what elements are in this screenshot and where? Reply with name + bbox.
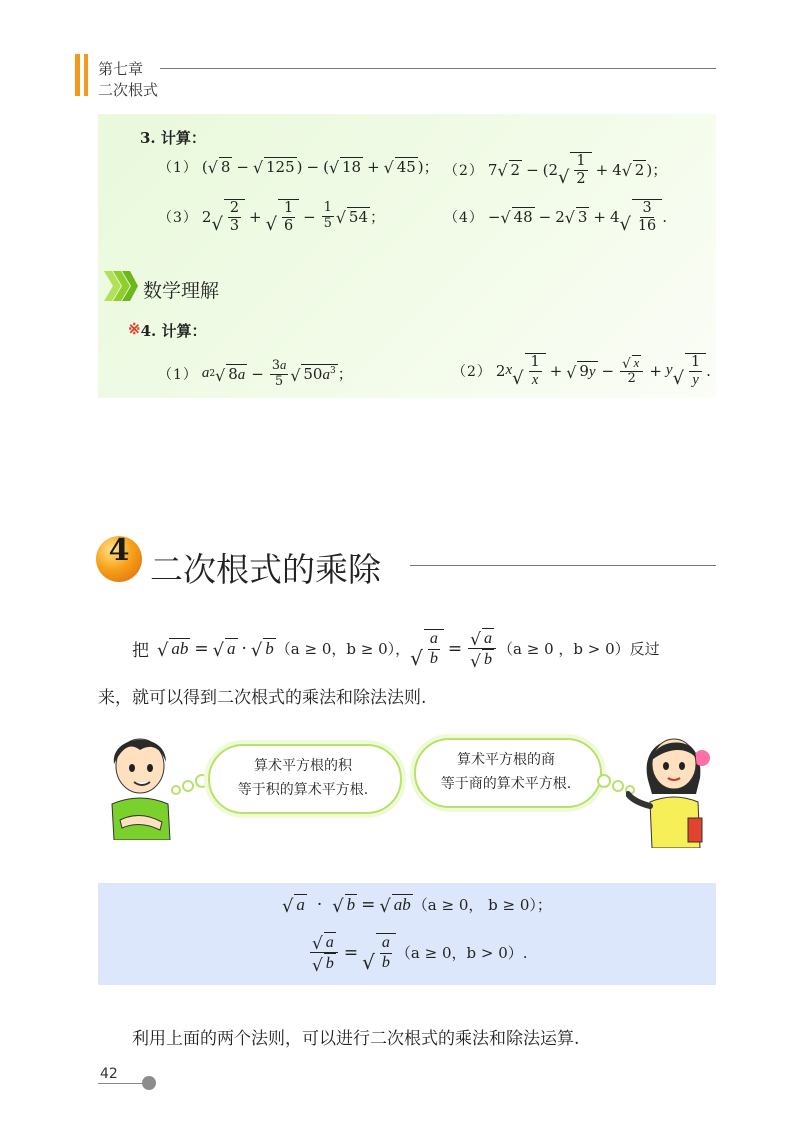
closing-text: 利用上面的两个法则，可以进行二次根式的乘法和除法运算. xyxy=(132,1029,580,1049)
item-index: （2） xyxy=(444,162,484,179)
formula-condition-2: （a ≥ 0，b > 0）. xyxy=(395,944,528,963)
section-rule xyxy=(410,565,716,566)
girl-cloud-text xyxy=(414,748,598,796)
boy-cloud-line-2: 等于积的算术平方根. xyxy=(237,782,369,798)
formula-quotient-rule: √ a √ b = √ $\frac{a}{b}$ （a ≥ 0，b > 0）. xyxy=(312,933,528,975)
exercise-4-item-1: （1） a 2 √ 8a − $\frac{3a}{5}$ √ $50a^3$ ； xyxy=(158,358,353,389)
intro-condition-2: （a ≥ 0 ，b > 0）反过 xyxy=(498,640,660,659)
header-rule xyxy=(160,68,716,69)
item-end: ； xyxy=(370,208,386,227)
understanding-title: 数学理解 xyxy=(143,280,220,302)
exercise-4-label-text: 4. 计算： xyxy=(140,322,207,340)
thought-bubbles-icon xyxy=(170,770,212,796)
boy-cloud-line-1: 算术平方根的积 xyxy=(254,758,352,774)
header-accent-bar-thin xyxy=(84,54,88,96)
exercise-4-item-2: （2） 2 x √ $\frac{1}{x}$ + √ 9y − √ x 2 + y √ $\frac{1}{y}$ . xyxy=(452,354,711,390)
item-index: （1） xyxy=(158,366,198,383)
girl-illustration xyxy=(626,720,718,848)
boy-cloud-text xyxy=(208,754,398,802)
chevron-arrows-icon xyxy=(104,271,138,301)
exercise-3-item-4: （4） − √ 48 − 2 √ 3 + 4 √ $\frac{3}{16}$ . xyxy=(444,200,668,236)
item-index: （1） xyxy=(158,159,198,176)
item-end: ； xyxy=(423,158,439,176)
item-index: （2） xyxy=(452,363,492,380)
formula-product-rule: √ a · √ b = √ ab （a ≥ 0， b ≥ 0）； xyxy=(282,894,552,917)
optional-mark: ※ xyxy=(128,320,141,338)
intro-condition-1: （a ≥ 0，b ≥ 0）， xyxy=(275,640,411,659)
item-index: （3） xyxy=(158,209,198,226)
formula-condition-1: （a ≥ 0， b ≥ 0）； xyxy=(412,896,552,915)
exercise-3-item-1: （1） ( √ 8 − √ 125 ) − ( √ 18 + √ 45 ) ； xyxy=(158,157,439,178)
boy-illustration xyxy=(100,728,180,840)
chapter-number: 第七章 xyxy=(98,60,144,78)
footer-dot-icon xyxy=(142,1076,156,1090)
item-end: ； xyxy=(652,161,668,180)
page-number: 42 xyxy=(100,1066,118,1082)
item-end: ； xyxy=(337,365,353,384)
intro-line-1: 把 √ ab = √ a · √ b （a ≥ 0，b ≥ 0）， √ $\frac{a}{b}$ = √ a √ b （a ≥ 0 ，b > 0）反过 xyxy=(132,629,660,671)
chapter-title: 二次根式 xyxy=(98,81,159,99)
section-number: 4 xyxy=(108,533,130,568)
exercise-4-label xyxy=(128,320,206,341)
footer-rule xyxy=(98,1083,148,1084)
item-end: . xyxy=(662,207,668,226)
item-index: （4） xyxy=(444,209,484,226)
section-title: 二次根式的乘除 xyxy=(150,550,381,589)
item-end: . xyxy=(706,361,711,380)
girl-cloud-line-1: 算术平方根的商 xyxy=(457,752,555,768)
girl-cloud-line-2: 等于商的算术平方根. xyxy=(440,776,572,792)
intro-line-2: 来，就可以得到二次根式的乘法和除法法则. xyxy=(98,688,427,708)
header-accent-bar xyxy=(75,54,80,96)
exercise-3-label: 3. 计算： xyxy=(140,129,206,147)
intro-word: 把 xyxy=(132,641,149,662)
exercise-3-item-2: （2） 7 √ 2 − (2 √ $\frac{1}{2}$ + 4 √ 2 ) ； xyxy=(444,153,668,189)
exercise-3-item-3: （3） 2 √ $\frac{2}{3}$ + √ $\frac{1}{6}$ − $\frac{1}{5}$ √ 54 ； xyxy=(158,200,386,236)
